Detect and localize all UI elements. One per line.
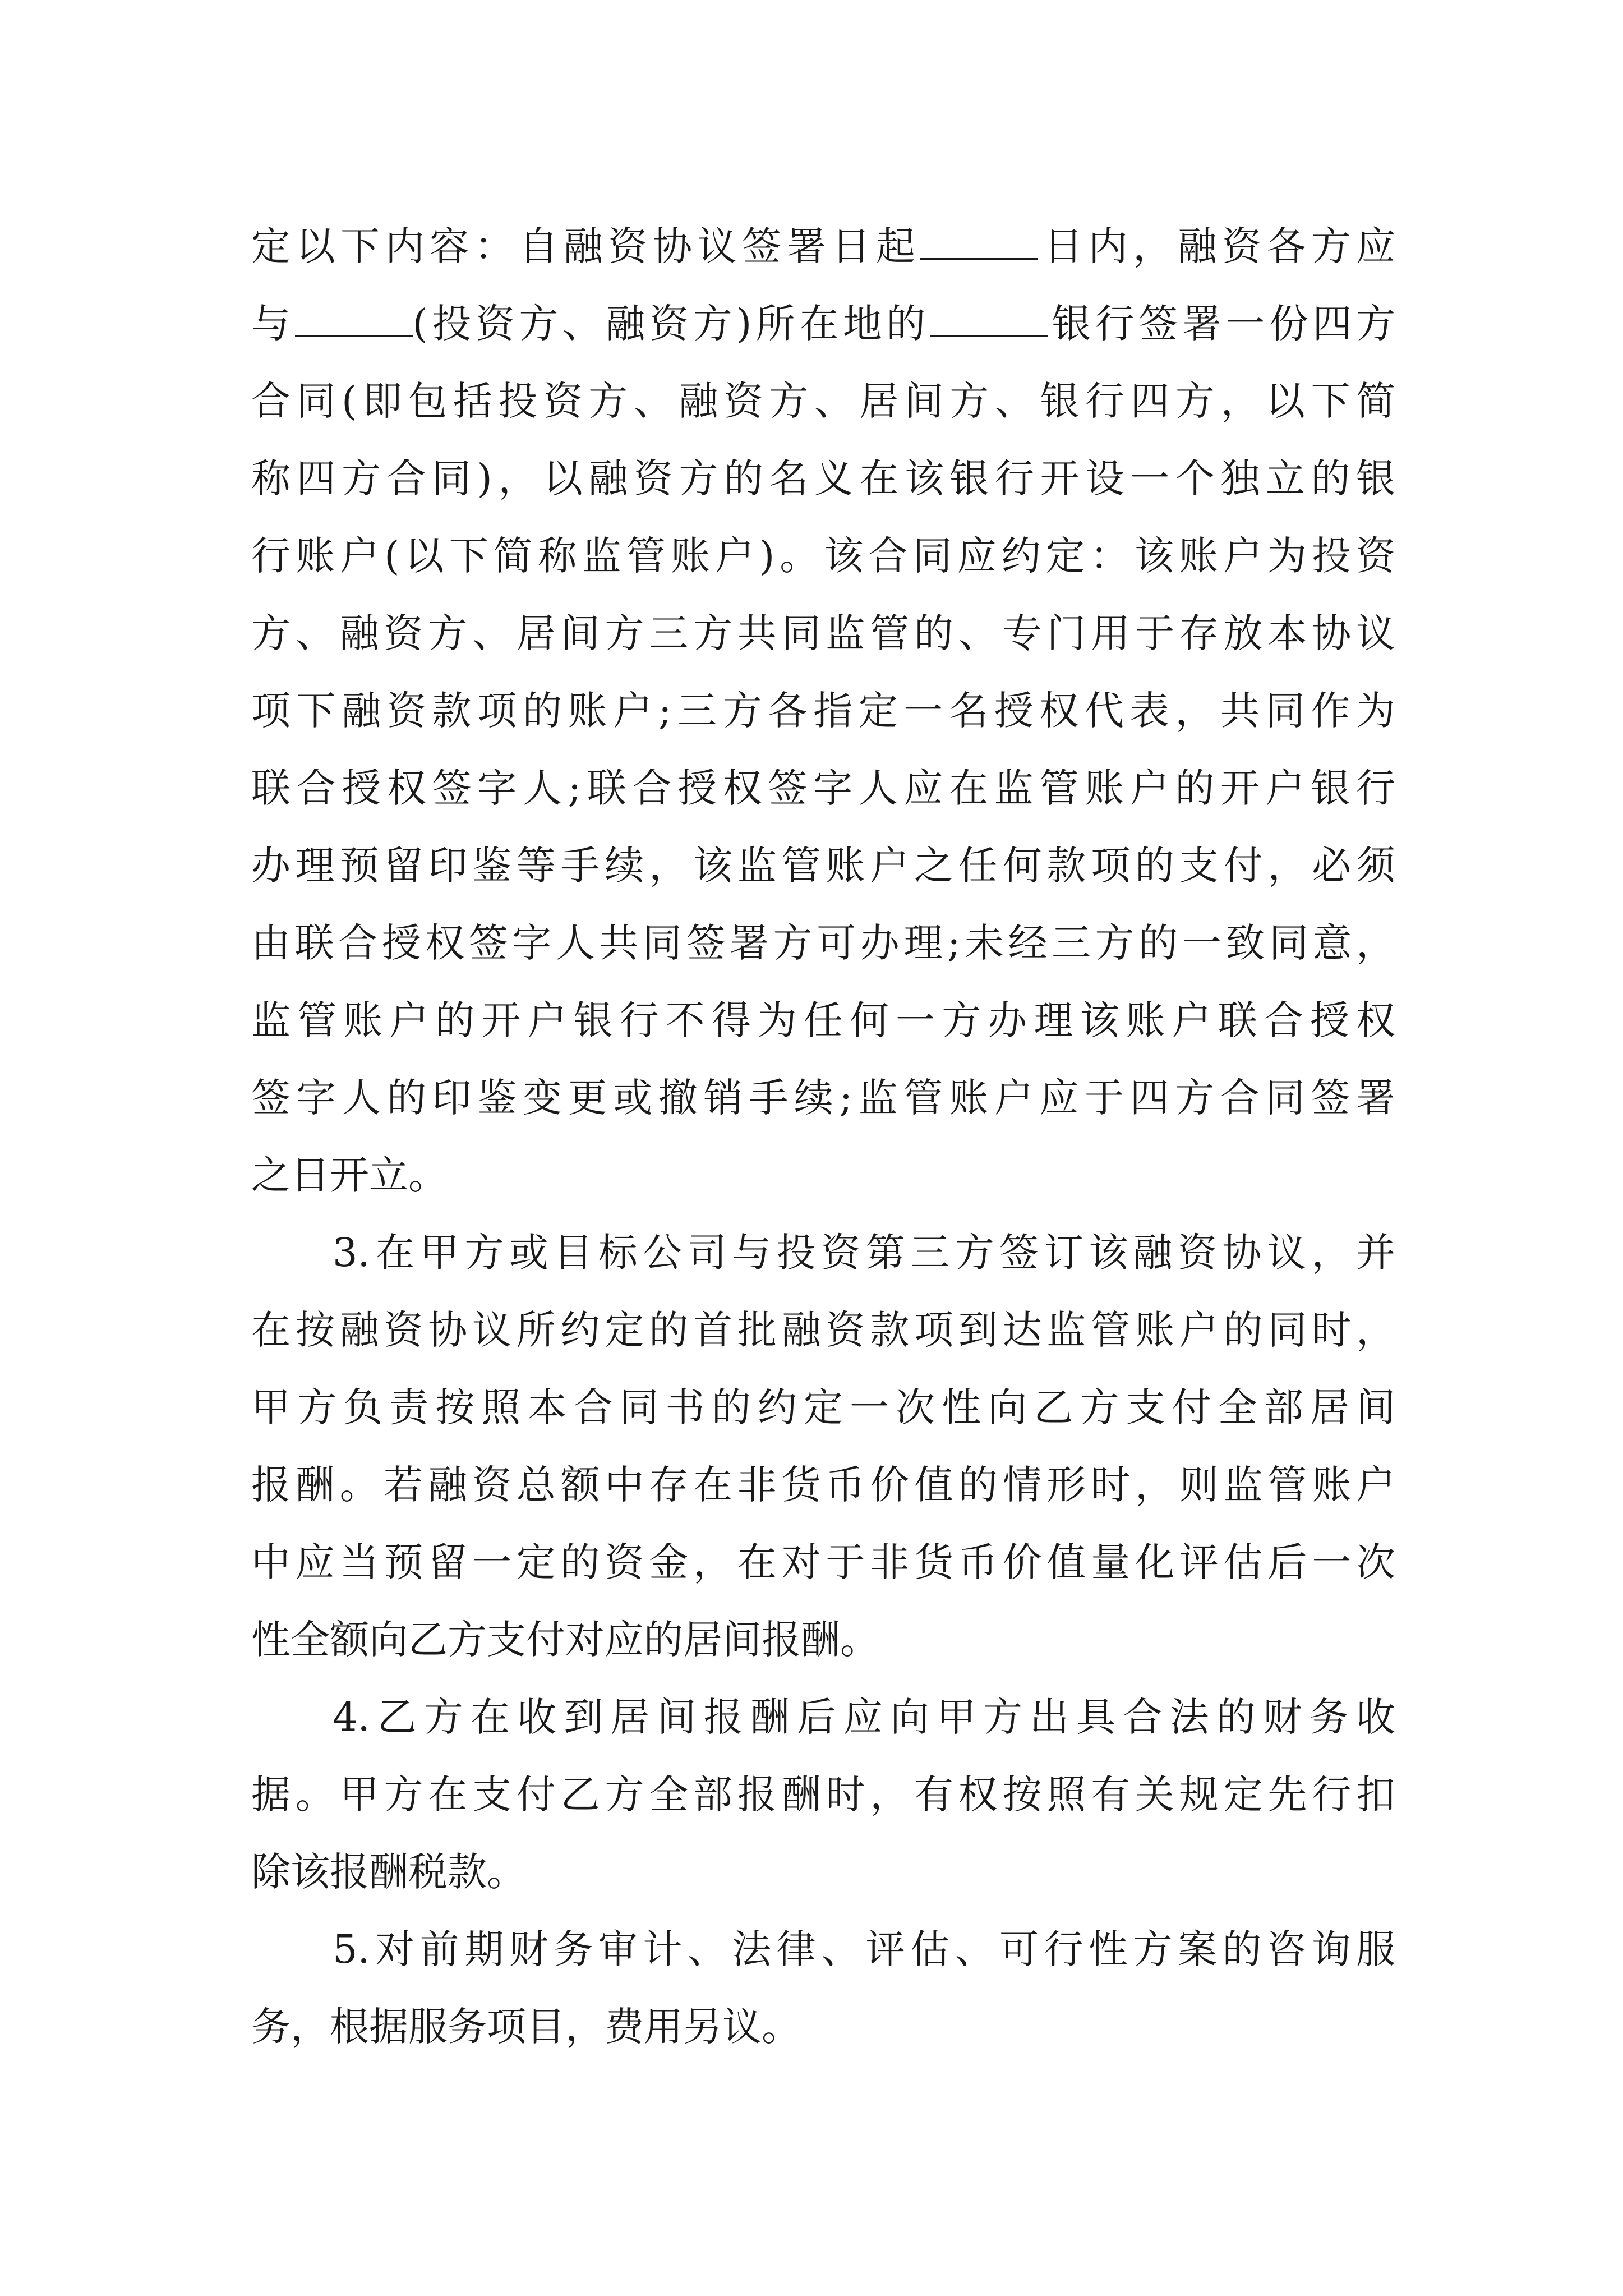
fill-in-blank: [295, 298, 413, 338]
text-line: 4.乙方在收到居间报酬后应向甲方出具合法的财务收: [333, 1694, 1395, 1740]
text-line: 甲方负责按照本合同书的约定一次性向乙方支付全部居间: [251, 1384, 1395, 1430]
text-line: 在按融资协议所约定的首批融资款项到达监管账户的同时，: [251, 1307, 1395, 1353]
text-line: 办理预留印鉴等手续，该监管账户之任何款项的支付，必须: [251, 843, 1395, 889]
text-line: 除该报酬税款。: [251, 1849, 526, 1895]
fill-in-blank: [930, 298, 1048, 338]
text-line: 称四方合同)，以融资方的名义在该银行开设一个独立的银: [251, 455, 1395, 501]
text-line: 方、融资方、居间方三方共同监管的、专门用于存放本协议: [251, 610, 1395, 656]
text-line: 3.在甲方或目标公司与投资第三方签订该融资协议，并: [333, 1230, 1395, 1276]
text-line: 行账户(以下简称监管账户)。该合同应约定：该账户为投资: [251, 533, 1395, 579]
text-line: 之日开立。: [251, 1152, 448, 1198]
text-line: 由联合授权签字人共同签署方可办理;未经三方的一致同意，: [251, 920, 1395, 966]
text-line: 项下融资款项的账户;三方各指定一名授权代表，共同作为: [251, 688, 1395, 734]
paragraph-item-4: [251, 1678, 1395, 1911]
text-line: 签字人的印鉴变更或撤销手续;监管账户应于四方合同签署: [251, 1075, 1395, 1121]
text-line: 据。甲方在支付乙方全部报酬时，有权按照有关规定先行扣: [251, 1772, 1395, 1818]
text-line: 联合授权签字人;联合授权签字人应在监管账户的开户银行: [251, 765, 1395, 811]
text-line: 中应当预留一定的资金，在对于非货币价值量化评估后一次: [251, 1539, 1395, 1585]
text-line: 性全额向乙方支付对应的居间报酬。: [251, 1617, 879, 1663]
text-line: 定以下内容：自融资协议签署日起 日内，融资各方应: [251, 208, 1395, 285]
text-line: 务，根据服务项目，费用另议。: [251, 2004, 801, 2050]
document-page: [251, 208, 1395, 2065]
text-line: 5.对前期财务审计、法律、评估、可行性方案的咨询服: [333, 1926, 1395, 1972]
text-line: 监管账户的开户银行不得为任何一方办理该账户联合授权: [251, 997, 1395, 1043]
text-line: 报酬。若融资总额中存在非货币价值的情形时，则监管账户: [251, 1462, 1395, 1508]
paragraph-item-3: [251, 1214, 1395, 1678]
paragraph-item-5: [251, 1911, 1395, 2065]
paragraph-escrow-account: [251, 208, 1395, 1214]
fill-in-blank: [920, 221, 1038, 260]
text-line: 与 (投资方、融资方)所在地的 银行签署一份四方: [251, 285, 1395, 362]
text-line: 合同(即包括投资方、融资方、居间方、银行四方，以下简: [251, 378, 1395, 424]
